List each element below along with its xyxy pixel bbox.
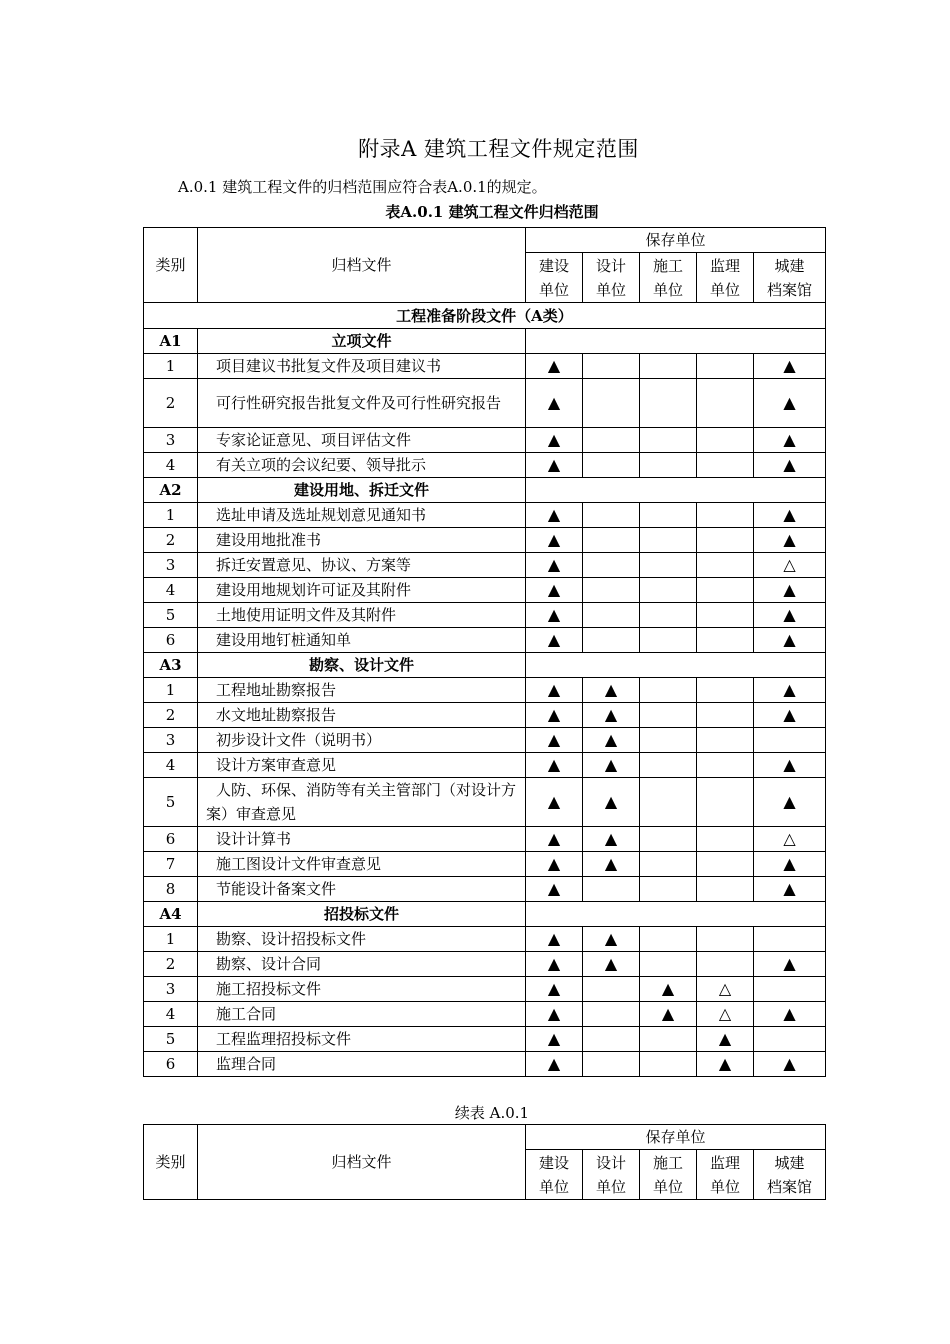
table-row	[144, 1002, 826, 1027]
table-row	[144, 927, 826, 952]
mark-optional: △	[754, 553, 826, 578]
mark-required: ▲	[583, 827, 640, 852]
row-number: 6	[144, 827, 198, 852]
unit-line: 单位	[538, 1177, 569, 1196]
mark-required: ▲	[754, 952, 826, 977]
mark-required: ▲	[754, 453, 826, 478]
mark-required: ▲	[526, 877, 583, 902]
file-name: 建设用地规划许可证及其附件	[198, 578, 526, 603]
unit-line: 监理	[709, 256, 740, 275]
row-number: 2	[144, 379, 198, 428]
header-unit	[526, 253, 583, 303]
mark-empty	[640, 827, 697, 852]
group-row	[144, 653, 826, 678]
mark-empty	[640, 428, 697, 453]
group-blank	[526, 478, 826, 503]
unit-line: 单位	[709, 1177, 740, 1196]
unit-line: 城建	[774, 256, 805, 275]
mark-empty	[697, 453, 754, 478]
archive-scope-table	[143, 227, 826, 1077]
file-name: 勘察、设计招投标文件	[198, 927, 526, 952]
mark-empty	[640, 603, 697, 628]
mark-required: ▲	[526, 1002, 583, 1027]
mark-required: ▲	[526, 354, 583, 379]
mark-required: ▲	[526, 827, 583, 852]
table-row	[144, 952, 826, 977]
mark-required: ▲	[697, 1052, 754, 1077]
group-code: A2	[144, 478, 198, 503]
table-row	[144, 703, 826, 728]
row-number: 4	[144, 453, 198, 478]
table-caption: 表A.0.1 建筑工程文件归档范围	[385, 203, 599, 221]
group-title: 招投标文件	[198, 902, 526, 927]
mark-empty	[697, 553, 754, 578]
table-row	[144, 578, 826, 603]
mark-empty	[583, 354, 640, 379]
mark-empty	[640, 952, 697, 977]
unit-line: 施工	[652, 1153, 683, 1172]
mark-required: ▲	[583, 728, 640, 753]
unit-line: 单位	[709, 280, 740, 299]
file-name: 建设用地钉桩通知单	[198, 628, 526, 653]
row-number: 1	[144, 927, 198, 952]
mark-required: ▲	[526, 553, 583, 578]
row-number: 6	[144, 1052, 198, 1077]
mark-empty	[583, 877, 640, 902]
row-number: 8	[144, 877, 198, 902]
header-category: 类别	[144, 228, 198, 303]
group-code: A4	[144, 902, 198, 927]
header-category: 类别	[144, 1125, 198, 1200]
mark-empty	[583, 503, 640, 528]
mark-required: ▲	[754, 528, 826, 553]
file-name: 拆迁安置意见、协议、方案等	[198, 553, 526, 578]
mark-empty	[697, 852, 754, 877]
mark-empty	[697, 952, 754, 977]
group-row	[144, 902, 826, 927]
mark-empty	[697, 578, 754, 603]
mark-empty	[697, 827, 754, 852]
row-number: 2	[144, 952, 198, 977]
mark-empty	[640, 354, 697, 379]
row-number: 2	[144, 703, 198, 728]
header-unit	[640, 1150, 697, 1200]
mark-empty	[583, 379, 640, 428]
mark-empty	[583, 603, 640, 628]
group-blank	[526, 329, 826, 354]
table-row	[144, 753, 826, 778]
mark-empty	[583, 553, 640, 578]
row-number: 3	[144, 428, 198, 453]
mark-empty	[754, 728, 826, 753]
table-row	[144, 852, 826, 877]
file-name: 施工招投标文件	[198, 977, 526, 1002]
mark-empty	[583, 1052, 640, 1077]
mark-empty	[583, 528, 640, 553]
mark-empty	[640, 927, 697, 952]
phase-row	[144, 303, 826, 329]
file-name: 人防、环保、消防等有关主管部门（对设计方案）审查意见	[198, 778, 526, 827]
mark-empty	[583, 428, 640, 453]
mark-required: ▲	[754, 1052, 826, 1077]
row-number: 4	[144, 578, 198, 603]
mark-required: ▲	[526, 453, 583, 478]
row-number: 5	[144, 1027, 198, 1052]
file-name: 施工合同	[198, 1002, 526, 1027]
header-storage: 保存单位	[526, 228, 826, 253]
file-name: 项目建议书批复文件及项目建议书	[198, 354, 526, 379]
mark-required: ▲	[526, 1052, 583, 1077]
mark-required: ▲	[526, 778, 583, 827]
mark-empty	[640, 703, 697, 728]
group-row	[144, 329, 826, 354]
mark-required: ▲	[526, 927, 583, 952]
unit-line: 单位	[595, 1177, 626, 1196]
header-row	[144, 228, 826, 253]
file-name: 可行性研究报告批复文件及可行性研究报告	[198, 379, 526, 428]
group-title: 勘察、设计文件	[198, 653, 526, 678]
mark-optional: △	[697, 1002, 754, 1027]
intro-paragraph: A.0.1 建筑工程文件的归档范围应符合表A.0.1的规定。	[178, 178, 547, 196]
mark-empty	[583, 578, 640, 603]
row-number: 4	[144, 1002, 198, 1027]
group-code: A1	[144, 329, 198, 354]
mark-required: ▲	[583, 852, 640, 877]
mark-optional: △	[697, 977, 754, 1002]
unit-line: 监理	[709, 1153, 740, 1172]
mark-empty	[754, 977, 826, 1002]
file-name: 专家论证意见、项目评估文件	[198, 428, 526, 453]
mark-empty	[697, 703, 754, 728]
mark-required: ▲	[754, 703, 826, 728]
mark-required: ▲	[640, 977, 697, 1002]
table-row	[144, 827, 826, 852]
group-blank	[526, 902, 826, 927]
mark-empty	[583, 628, 640, 653]
mark-required: ▲	[754, 877, 826, 902]
header-unit	[526, 1150, 583, 1200]
file-name: 设计计算书	[198, 827, 526, 852]
mark-empty	[697, 528, 754, 553]
row-number: 1	[144, 354, 198, 379]
mark-empty	[697, 927, 754, 952]
mark-empty	[583, 1027, 640, 1052]
mark-required: ▲	[754, 603, 826, 628]
mark-empty	[583, 453, 640, 478]
table-row	[144, 778, 826, 827]
mark-required: ▲	[583, 778, 640, 827]
mark-required: ▲	[526, 528, 583, 553]
header-unit	[697, 1150, 754, 1200]
mark-required: ▲	[526, 603, 583, 628]
unit-line: 档案馆	[766, 1177, 812, 1196]
mark-required: ▲	[526, 728, 583, 753]
continued-table-header	[143, 1124, 826, 1200]
mark-required: ▲	[697, 1027, 754, 1052]
header-file: 归档文件	[198, 228, 526, 303]
table-row	[144, 428, 826, 453]
unit-line: 城建	[774, 1153, 805, 1172]
file-name: 工程地址勘察报告	[198, 678, 526, 703]
mark-required: ▲	[754, 753, 826, 778]
group-row	[144, 478, 826, 503]
mark-empty	[697, 678, 754, 703]
mark-empty	[640, 628, 697, 653]
unit-line: 建设	[538, 256, 569, 275]
group-code: A3	[144, 653, 198, 678]
mark-required: ▲	[754, 628, 826, 653]
group-blank	[526, 653, 826, 678]
group-title: 立项文件	[198, 329, 526, 354]
table-row	[144, 1052, 826, 1077]
mark-empty	[697, 628, 754, 653]
table-row	[144, 553, 826, 578]
unit-line: 单位	[652, 1177, 683, 1196]
unit-line: 单位	[538, 280, 569, 299]
file-name: 节能设计备案文件	[198, 877, 526, 902]
header-unit	[583, 253, 640, 303]
header-unit	[640, 253, 697, 303]
row-number: 4	[144, 753, 198, 778]
mark-empty	[640, 852, 697, 877]
mark-empty	[754, 927, 826, 952]
mark-empty	[583, 977, 640, 1002]
mark-required: ▲	[583, 703, 640, 728]
mark-empty	[583, 1002, 640, 1027]
mark-empty	[640, 503, 697, 528]
file-name: 土地使用证明文件及其附件	[198, 603, 526, 628]
mark-empty	[697, 728, 754, 753]
mark-required: ▲	[526, 578, 583, 603]
table-row	[144, 603, 826, 628]
header-row	[144, 1125, 826, 1150]
table-row	[144, 678, 826, 703]
file-name: 选址申请及选址规划意见通知书	[198, 503, 526, 528]
row-number: 7	[144, 852, 198, 877]
mark-required: ▲	[526, 628, 583, 653]
mark-empty	[640, 453, 697, 478]
header-unit	[754, 1150, 826, 1200]
row-number: 5	[144, 778, 198, 827]
unit-line: 设计	[595, 1153, 626, 1172]
table-row	[144, 1027, 826, 1052]
unit-line: 设计	[595, 256, 626, 275]
table-row	[144, 628, 826, 653]
phase-title: 工程准备阶段文件（A类）	[144, 303, 826, 329]
mark-empty	[640, 678, 697, 703]
mark-required: ▲	[754, 379, 826, 428]
header-unit	[754, 253, 826, 303]
row-number: 1	[144, 678, 198, 703]
mark-required: ▲	[754, 1002, 826, 1027]
file-name: 施工图设计文件审查意见	[198, 852, 526, 877]
mark-required: ▲	[526, 977, 583, 1002]
header-unit	[697, 253, 754, 303]
mark-empty	[697, 603, 754, 628]
mark-empty	[697, 877, 754, 902]
table-row	[144, 453, 826, 478]
table-row	[144, 728, 826, 753]
mark-empty	[640, 877, 697, 902]
file-name: 有关立项的会议纪要、领导批示	[198, 453, 526, 478]
row-number: 6	[144, 628, 198, 653]
table-row	[144, 503, 826, 528]
unit-line: 建设	[538, 1153, 569, 1172]
file-name: 初步设计文件（说明书）	[198, 728, 526, 753]
mark-empty	[640, 753, 697, 778]
table-row	[144, 379, 826, 428]
group-title: 建设用地、拆迁文件	[198, 478, 526, 503]
mark-empty	[697, 428, 754, 453]
table-row	[144, 877, 826, 902]
continued-caption: 续表 A.0.1	[454, 1104, 530, 1122]
mark-required: ▲	[754, 852, 826, 877]
mark-empty	[640, 778, 697, 827]
unit-line: 施工	[652, 256, 683, 275]
file-name: 勘察、设计合同	[198, 952, 526, 977]
mark-empty	[754, 1027, 826, 1052]
mark-required: ▲	[526, 703, 583, 728]
mark-required: ▲	[583, 678, 640, 703]
unit-line: 单位	[652, 280, 683, 299]
file-name: 设计方案审查意见	[198, 753, 526, 778]
mark-required: ▲	[583, 927, 640, 952]
mark-empty	[640, 553, 697, 578]
row-number: 3	[144, 728, 198, 753]
row-number: 3	[144, 553, 198, 578]
mark-required: ▲	[754, 503, 826, 528]
mark-required: ▲	[583, 952, 640, 977]
mark-empty	[640, 379, 697, 428]
mark-empty	[640, 728, 697, 753]
mark-required: ▲	[526, 852, 583, 877]
mark-empty	[640, 578, 697, 603]
mark-empty	[640, 1027, 697, 1052]
row-number: 3	[144, 977, 198, 1002]
mark-required: ▲	[526, 379, 583, 428]
mark-required: ▲	[526, 753, 583, 778]
table-row	[144, 528, 826, 553]
mark-empty	[697, 753, 754, 778]
unit-line: 单位	[595, 280, 626, 299]
row-number: 2	[144, 528, 198, 553]
mark-empty	[697, 503, 754, 528]
mark-required: ▲	[583, 753, 640, 778]
mark-required: ▲	[754, 354, 826, 379]
unit-line: 档案馆	[766, 280, 812, 299]
mark-empty	[697, 354, 754, 379]
mark-empty	[640, 1052, 697, 1077]
mark-optional: △	[754, 827, 826, 852]
mark-empty	[697, 379, 754, 428]
header-storage: 保存单位	[526, 1125, 826, 1150]
header-unit	[583, 1150, 640, 1200]
mark-required: ▲	[754, 578, 826, 603]
file-name: 工程监理招投标文件	[198, 1027, 526, 1052]
header-file: 归档文件	[198, 1125, 526, 1200]
mark-required: ▲	[754, 778, 826, 827]
mark-required: ▲	[526, 503, 583, 528]
file-name: 水文地址勘察报告	[198, 703, 526, 728]
table-row	[144, 977, 826, 1002]
mark-empty	[640, 528, 697, 553]
mark-required: ▲	[526, 952, 583, 977]
file-name: 监理合同	[198, 1052, 526, 1077]
mark-required: ▲	[526, 678, 583, 703]
row-number: 5	[144, 603, 198, 628]
row-number: 1	[144, 503, 198, 528]
page-title: 附录A 建筑工程文件规定范围	[358, 137, 639, 161]
mark-empty	[697, 778, 754, 827]
mark-required: ▲	[754, 428, 826, 453]
mark-required: ▲	[526, 1027, 583, 1052]
mark-required: ▲	[640, 1002, 697, 1027]
mark-required: ▲	[754, 678, 826, 703]
mark-required: ▲	[526, 428, 583, 453]
file-name: 建设用地批准书	[198, 528, 526, 553]
table-row	[144, 354, 826, 379]
